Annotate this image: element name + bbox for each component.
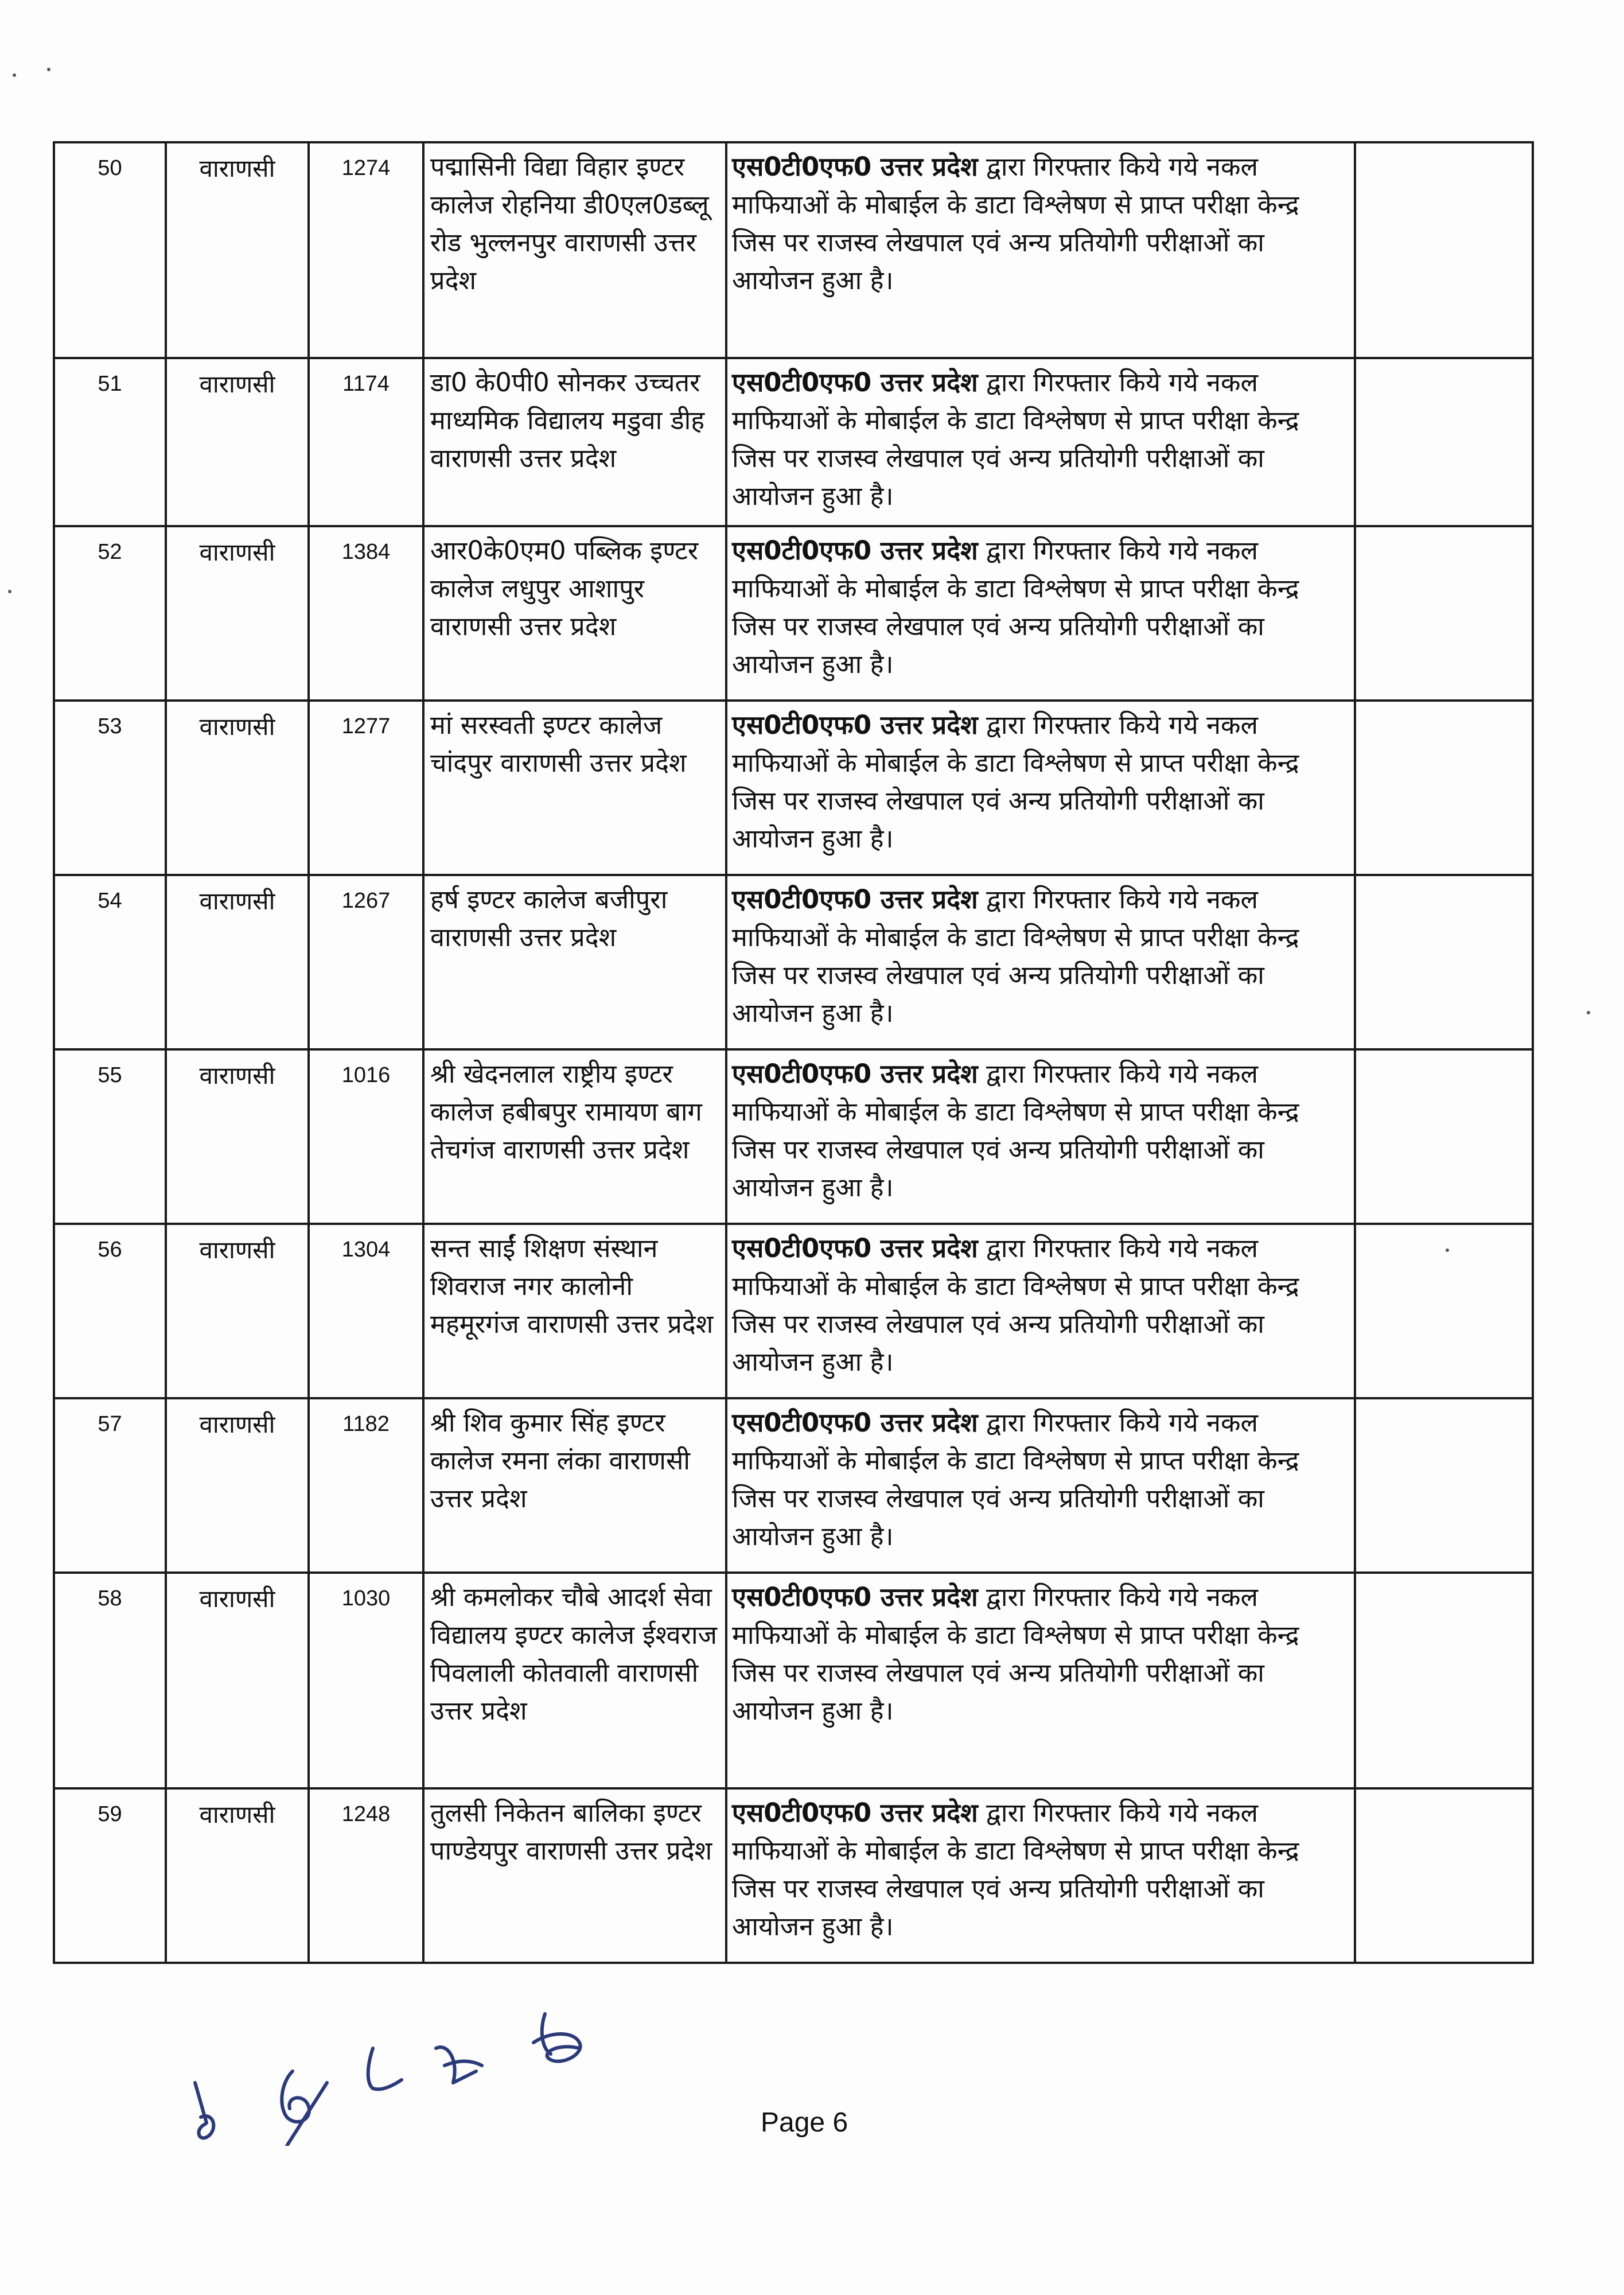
remark-bold: एस0टी0एफ0 उत्तर प्रदेश <box>732 151 978 182</box>
code-cell <box>309 1398 423 1573</box>
district-name: वाराणसी <box>199 1800 275 1829</box>
district-name: वाराणसी <box>199 887 275 915</box>
serial-cell <box>54 701 166 875</box>
serial-number: 59 <box>98 1802 122 1826</box>
centre-name: पद्मासिनी विद्या विहार इण्टर कालेज रोहनिया डी0एल0डब्लू रोड भुल्लनपुर वाराणसी उत्तर प्रदेश <box>430 151 709 295</box>
district-cell <box>166 358 309 526</box>
empty-cell <box>1355 1398 1533 1573</box>
centre-name: मां सरस्वती इण्टर कालेज चांदपुर वाराणसी उत्तर प्रदेश <box>430 710 687 778</box>
district-cell <box>166 1224 309 1398</box>
code-cell <box>309 1049 423 1224</box>
empty-cell <box>1355 142 1533 358</box>
district-name: वाराणसी <box>199 1061 275 1090</box>
remark-rest: द्वारा गिरफ्तार किये गये नकल माफियाओं के मोबाईल के डाटा विश्लेषण से प्राप्त परीक्षा केन्द्र जिस पर राजस्व लेखपाल एवं अन्य प्रतियोगी परीक्षाओं का आयोजन हुआ है। <box>732 367 1299 511</box>
code-cell <box>309 701 423 875</box>
serial-cell <box>54 526 166 701</box>
centre-name: डा0 के0पी0 सोनकर उच्चतर माध्यमिक विद्यालय मडुवा डीह वाराणसी उत्तर प्रदेश <box>430 367 705 473</box>
remark-bold: एस0टी0एफ0 उत्तर प्रदेश <box>732 1407 978 1438</box>
centre-cell <box>423 875 726 1049</box>
remark-rest: द्वारा गिरफ्तार किये गये नकल माफियाओं के मोबाईल के डाटा विश्लेषण से प्राप्त परीक्षा केन्द्र जिस पर राजस्व लेखपाल एवं अन्य प्रतियोगी परीक्षाओं का आयोजन हुआ है। <box>732 1233 1299 1377</box>
remark-cell <box>726 875 1355 1049</box>
code-cell <box>309 875 423 1049</box>
empty-cell <box>1355 1788 1533 1963</box>
district-cell <box>166 1398 309 1573</box>
district-name: वाराणसी <box>199 713 275 741</box>
centre-code: 1304 <box>341 1238 391 1262</box>
district-cell <box>166 875 309 1049</box>
table-row <box>54 1049 1533 1224</box>
table-row <box>54 1788 1533 1963</box>
district-name: वाराणसी <box>199 1410 275 1438</box>
remark-bold: एस0टी0एफ0 उत्तर प्रदेश <box>732 535 978 566</box>
empty-cell <box>1355 1573 1533 1788</box>
district-name: वाराणसी <box>199 370 275 398</box>
serial-cell <box>54 875 166 1049</box>
centre-code: 1267 <box>341 889 391 913</box>
serial-number: 53 <box>98 714 122 738</box>
remark-rest: द्वारा गिरफ्तार किये गये नकल माफियाओं के मोबाईल के डाटा विश्लेषण से प्राप्त परीक्षा केन्द्र जिस पर राजस्व लेखपाल एवं अन्य प्रतियोगी परीक्षाओं का आयोजन हुआ है। <box>732 1798 1299 1942</box>
centre-code: 1274 <box>341 156 391 180</box>
district-cell <box>166 1788 309 1963</box>
district-cell <box>166 526 309 701</box>
remark-bold: एस0टी0एफ0 उत्तर प्रदेश <box>732 1582 978 1612</box>
code-cell <box>309 358 423 526</box>
scan-speck <box>13 73 16 77</box>
remark-rest: द्वारा गिरफ्तार किये गये नकल माफियाओं के मोबाईल के डाटा विश्लेषण से प्राप्त परीक्षा केन्द्र जिस पर राजस्व लेखपाल एवं अन्य प्रतियोगी परीक्षाओं का आयोजन हुआ है। <box>732 1059 1299 1203</box>
remark-text <box>727 1051 1354 1207</box>
serial-cell <box>54 1788 166 1963</box>
district-name: वाराणसी <box>199 538 275 566</box>
scan-speck <box>8 590 11 593</box>
centre-code: 1384 <box>341 540 391 564</box>
serial-cell <box>54 1398 166 1573</box>
remark-bold: एस0टी0एफ0 उत्तर प्रदेश <box>732 1798 978 1828</box>
district-name: वाराणसी <box>199 1585 275 1613</box>
centre-code: 1016 <box>341 1063 391 1087</box>
remark-cell <box>726 1224 1355 1398</box>
district-cell <box>166 701 309 875</box>
table-row <box>54 1224 1533 1398</box>
page-number: Page 6 <box>761 2107 848 2138</box>
serial-cell <box>54 358 166 526</box>
centre-code: 1174 <box>342 372 390 396</box>
serial-number: 58 <box>98 1586 122 1611</box>
centre-cell <box>423 358 726 526</box>
remark-bold: एस0टी0एफ0 उत्तर प्रदेश <box>732 884 978 915</box>
centre-code: 1277 <box>341 714 391 738</box>
code-cell <box>309 526 423 701</box>
remark-text <box>727 876 1354 1032</box>
table-row <box>54 526 1533 701</box>
remark-rest: द्वारा गिरफ्तार किये गये नकल माफियाओं के मोबाईल के डाटा विश्लेषण से प्राप्त परीक्षा केन्द्र जिस पर राजस्व लेखपाल एवं अन्य प्रतियोगी परीक्षाओं का आयोजन हुआ है। <box>732 1407 1299 1551</box>
centre-name: श्री शिव कुमार सिंह इण्टर कालेज रमना लंका वाराणसी उत्तर प्रदेश <box>430 1407 691 1514</box>
remark-text <box>727 1790 1354 1946</box>
remark-text <box>727 702 1354 858</box>
serial-number: 51 <box>98 372 122 396</box>
district-cell <box>166 1049 309 1224</box>
remark-cell <box>726 1049 1355 1224</box>
remark-text <box>727 1225 1354 1381</box>
remark-rest: द्वारा गिरफ्तार किये गये नकल माफियाओं के मोबाईल के डाटा विश्लेषण से प्राप्त परीक्षा केन्द्र जिस पर राजस्व लेखपाल एवं अन्य प्रतियोगी परीक्षाओं का आयोजन हुआ है। <box>732 1582 1299 1726</box>
scan-speck <box>1587 1011 1590 1014</box>
district-name: वाराणसी <box>199 154 275 182</box>
centre-name: आर0के0एम0 पब्लिक इण्टर कालेज लधुपुर आशापुर वाराणसी उत्तर प्रदेश <box>430 535 699 641</box>
remark-cell <box>726 358 1355 526</box>
remark-cell <box>726 1788 1355 1963</box>
centre-name: हर्ष इण्टर कालेज बजीपुरा वाराणसी उत्तर प्रदेश <box>430 884 668 952</box>
remark-rest: द्वारा गिरफ्तार किये गये नकल माफियाओं के मोबाईल के डाटा विश्लेषण से प्राप्त परीक्षा केन्द्र जिस पर राजस्व लेखपाल एवं अन्य प्रतियोगी परीक्षाओं का आयोजन हुआ है। <box>732 884 1299 1028</box>
centre-code: 1182 <box>342 1412 390 1436</box>
table-row <box>54 1573 1533 1788</box>
remark-rest: द्वारा गिरफ्तार किये गये नकल माफियाओं के मोबाईल के डाटा विश्लेषण से प्राप्त परीक्षा केन्द्र जिस पर राजस्व लेखपाल एवं अन्य प्रतियोगी परीक्षाओं का आयोजन हुआ है। <box>732 151 1299 295</box>
remark-text <box>727 143 1354 299</box>
serial-cell <box>54 1049 166 1224</box>
remark-bold: एस0टी0एफ0 उत्तर प्रदेश <box>732 367 978 398</box>
serial-number: 50 <box>98 156 122 180</box>
table-row <box>54 358 1533 526</box>
remark-cell <box>726 1398 1355 1573</box>
code-cell <box>309 1788 423 1963</box>
centre-cell <box>423 526 726 701</box>
remark-text <box>727 1574 1354 1730</box>
exam-centre-table <box>53 141 1534 1964</box>
code-cell <box>309 142 423 358</box>
remark-cell <box>726 701 1355 875</box>
code-cell <box>309 1573 423 1788</box>
remark-text <box>727 359 1354 515</box>
code-cell <box>309 1224 423 1398</box>
centre-cell <box>423 701 726 875</box>
empty-cell <box>1355 875 1533 1049</box>
handwritten-initials <box>184 1974 620 2146</box>
remark-rest: द्वारा गिरफ्तार किये गये नकल माफियाओं के मोबाईल के डाटा विश्लेषण से प्राप्त परीक्षा केन्द्र जिस पर राजस्व लेखपाल एवं अन्य प्रतियोगी परीक्षाओं का आयोजन हुआ है। <box>732 710 1299 854</box>
district-name: वाराणसी <box>199 1236 275 1264</box>
remark-rest: द्वारा गिरफ्तार किये गये नकल माफियाओं के मोबाईल के डाटा विश्लेषण से प्राप्त परीक्षा केन्द्र जिस पर राजस्व लेखपाल एवं अन्य प्रतियोगी परीक्षाओं का आयोजन हुआ है। <box>732 535 1299 679</box>
remark-bold: एस0टी0एफ0 उत्तर प्रदेश <box>732 710 978 740</box>
serial-cell <box>54 1573 166 1788</box>
centre-cell <box>423 1788 726 1963</box>
centre-cell <box>423 1573 726 1788</box>
empty-cell <box>1355 526 1533 701</box>
centre-name: सन्त साईं शिक्षण संस्थान शिवराज नगर कालोनी महमूरगंज वाराणसी उत्तर प्रदेश <box>430 1233 714 1339</box>
serial-number: 52 <box>98 540 122 564</box>
scan-speck <box>47 68 50 71</box>
empty-cell <box>1355 358 1533 526</box>
remark-cell <box>726 526 1355 701</box>
centre-cell <box>423 142 726 358</box>
district-cell <box>166 142 309 358</box>
remark-cell <box>726 142 1355 358</box>
remark-cell <box>726 1573 1355 1788</box>
empty-cell <box>1355 1049 1533 1224</box>
remark-text <box>727 527 1354 683</box>
centre-name: श्री खेदनलाल राष्ट्रीय इण्टर कालेज हबीबपुर रामायण बाग तेचगंज वाराणसी उत्तर प्रदेश <box>430 1059 702 1165</box>
serial-cell <box>54 1224 166 1398</box>
centre-cell <box>423 1049 726 1224</box>
table-row <box>54 875 1533 1049</box>
centre-cell <box>423 1398 726 1573</box>
serial-cell <box>54 142 166 358</box>
serial-number: 55 <box>98 1063 122 1087</box>
district-cell <box>166 1573 309 1788</box>
centre-name: तुलसी निकेतन बालिका इण्टर पाण्डेयपुर वाराणसी उत्तर प्रदेश <box>430 1798 712 1866</box>
serial-number: 56 <box>98 1238 122 1262</box>
empty-cell <box>1355 701 1533 875</box>
remark-bold: एस0टी0एफ0 उत्तर प्रदेश <box>732 1059 978 1089</box>
serial-number: 57 <box>98 1412 122 1436</box>
centre-code: 1030 <box>341 1586 391 1611</box>
centre-code: 1248 <box>341 1802 391 1826</box>
table-row <box>54 142 1533 358</box>
remark-bold: एस0टी0एफ0 उत्तर प्रदेश <box>732 1233 978 1263</box>
empty-cell <box>1355 1224 1533 1398</box>
serial-number: 54 <box>98 889 122 913</box>
centre-cell <box>423 1224 726 1398</box>
remark-text <box>727 1399 1354 1555</box>
table-row <box>54 701 1533 875</box>
table-row <box>54 1398 1533 1573</box>
centre-name: श्री कमलोकर चौबे आदर्श सेवा विद्यालय इण्टर कालेज ईश्वराज पिवलाली कोतवाली वाराणसी उत्तर प्रदेश <box>430 1582 718 1726</box>
